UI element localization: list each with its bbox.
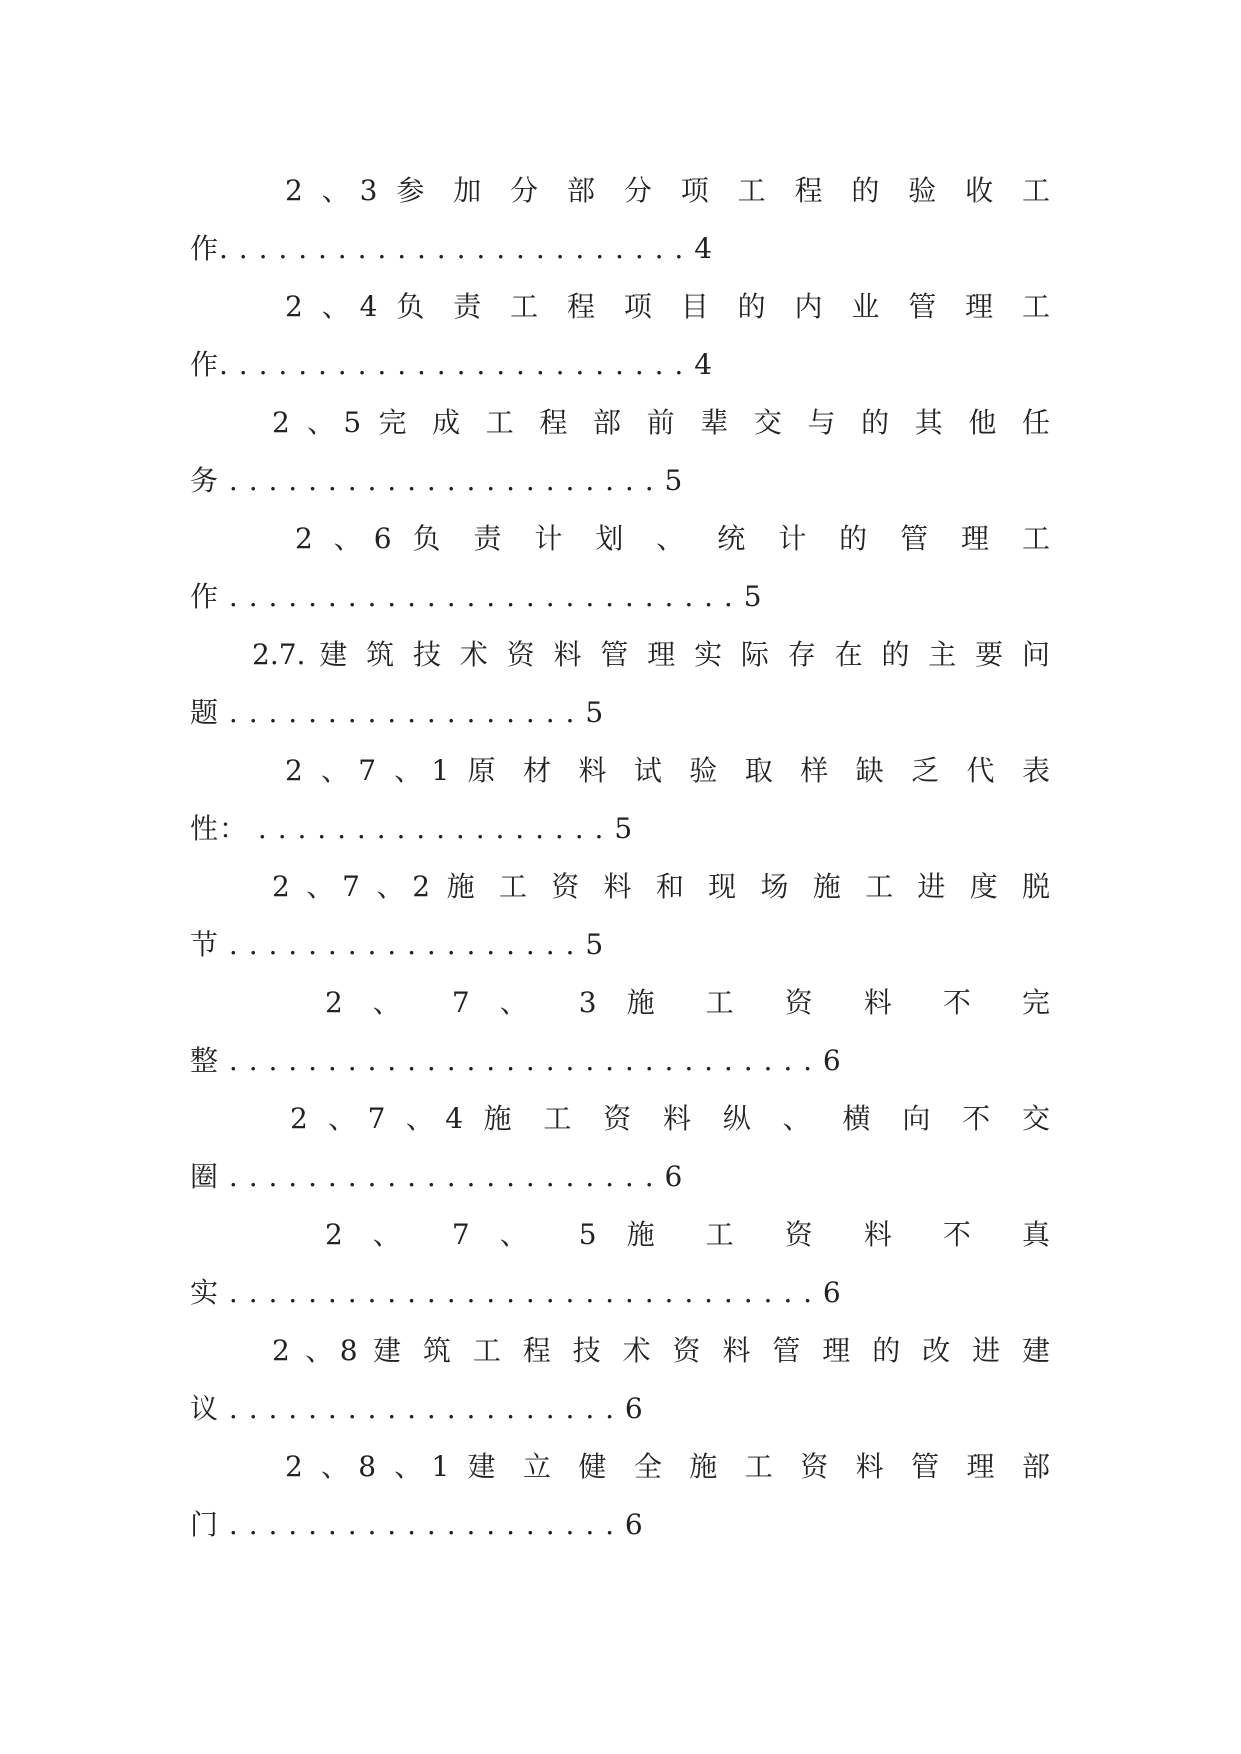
toc-entry-leader-page: 作. . . . . . . . . . . . . . . . . . . . . . . . 4 (190, 232, 714, 265)
toc-entry[interactable] (190, 510, 1050, 626)
toc-entry-title: 2 、 7 、 5 施 工 资 料 不 真 (325, 1218, 1050, 1251)
toc-entry-title: 2 、4 负 责 工 程 项 目 的 内 业 管 理 工 (285, 290, 1050, 323)
toc-entry-leader-page: 实 . . . . . . . . . . . . . . . . . . . . . . . . . . . . . . 6 (190, 1276, 842, 1309)
toc-entry-leader-page: 作 . . . . . . . . . . . . . . . . . . . . . . . . . . 5 (190, 580, 763, 613)
toc-entry-title: 2 、6 负 责 计 划 、 统 计 的 管 理 工 (295, 522, 1050, 555)
toc-entry-title: 2 、5 完 成 工 程 部 前 辈 交 与 的 其 他 任 (272, 406, 1050, 439)
toc-entry-title: 2 、8 、1 建 立 健 全 施 工 资 料 管 理 部 (285, 1450, 1050, 1483)
toc-entry-title: 2 、7 、2 施 工 资 料 和 现 场 施 工 进 度 脱 (272, 870, 1050, 903)
toc-entry[interactable] (190, 1206, 1050, 1322)
toc-entry-leader-page: 门 . . . . . . . . . . . . . . . . . . . . 6 (190, 1508, 644, 1541)
toc-entry[interactable] (190, 858, 1050, 974)
toc-entry-title: 2 、3 参 加 分 部 分 项 工 程 的 验 收 工 (285, 174, 1050, 207)
toc-entry[interactable] (190, 162, 1050, 278)
toc-entry-leader-page: 节 . . . . . . . . . . . . . . . . . . 5 (190, 928, 605, 961)
toc-entry[interactable] (190, 974, 1050, 1090)
toc-entry-leader-page: 性： . . . . . . . . . . . . . . . . . . 5 (190, 812, 634, 845)
toc-entry-leader-page: 圈 . . . . . . . . . . . . . . . . . . . . . . 6 (190, 1160, 684, 1193)
toc-entry-title: 2 、7 、4 施 工 资 料 纵 、 横 向 不 交 (290, 1102, 1050, 1135)
toc-entry[interactable] (190, 626, 1050, 742)
toc-entry[interactable] (190, 278, 1050, 394)
toc-entry-leader-page: 作. . . . . . . . . . . . . . . . . . . . . . . . 4 (190, 348, 714, 381)
toc-entry-title: 2 、 7 、 3 施 工 资 料 不 完 (325, 986, 1050, 1019)
toc-entry-leader-page: 整 . . . . . . . . . . . . . . . . . . . . . . . . . . . . . . 6 (190, 1044, 842, 1077)
toc-entry-leader-page: 务 . . . . . . . . . . . . . . . . . . . . . . 5 (190, 464, 684, 497)
toc-entry-title: 2.7. 建 筑 技 术 资 料 管 理 实 际 存 在 的 主 要 问 (252, 638, 1050, 671)
toc-entry[interactable] (190, 394, 1050, 510)
toc-entry-leader-page: 题 . . . . . . . . . . . . . . . . . . 5 (190, 696, 605, 729)
toc-entry-leader-page: 议 . . . . . . . . . . . . . . . . . . . . 6 (190, 1392, 644, 1425)
toc-entry[interactable] (190, 1438, 1050, 1554)
toc-entry-title: 2 、7 、1 原 材 料 试 验 取 样 缺 乏 代 表 (285, 754, 1050, 787)
toc-entry[interactable] (190, 1090, 1050, 1206)
table-of-contents (190, 162, 1050, 1554)
toc-entry[interactable] (190, 1322, 1050, 1438)
toc-entry[interactable] (190, 742, 1050, 858)
toc-entry-title: 2 、8 建 筑 工 程 技 术 资 料 管 理 的 改 进 建 (272, 1334, 1050, 1367)
